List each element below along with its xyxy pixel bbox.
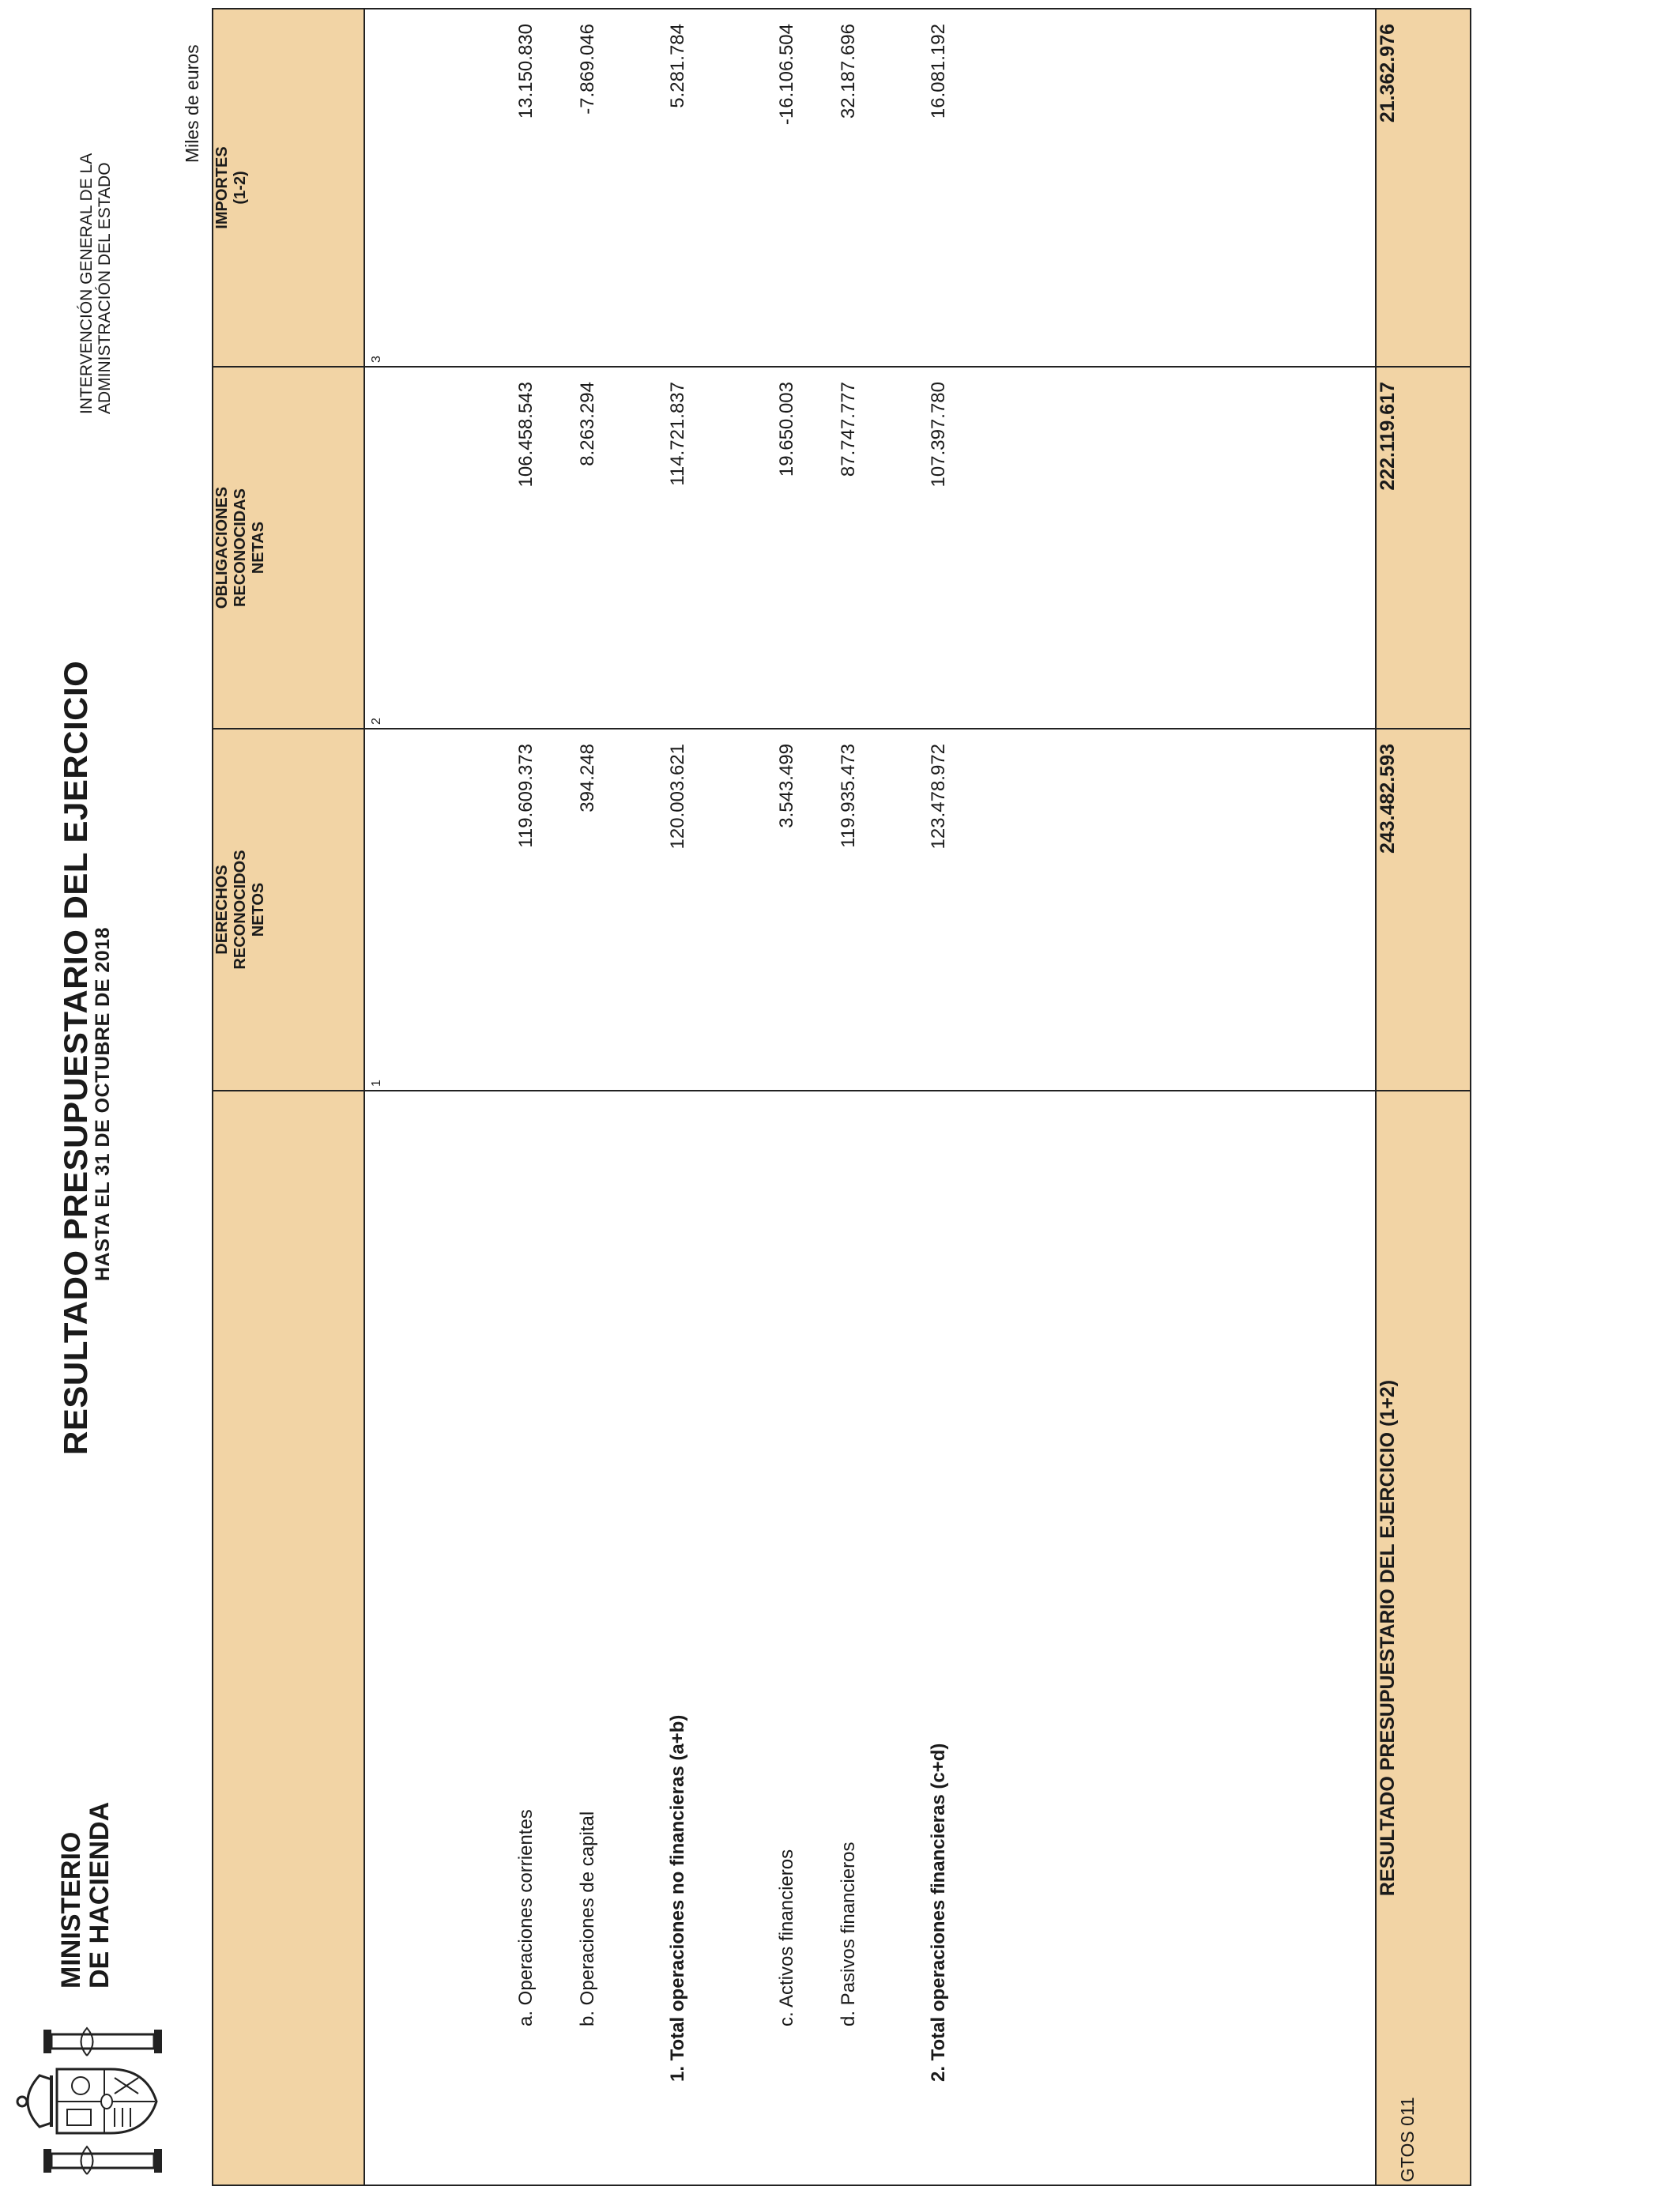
header-cell-importes — [213, 9, 364, 367]
table-cell — [838, 729, 861, 1090]
header-cell-concept — [213, 1091, 364, 2185]
row-label: d. Pasivos financieros — [838, 1842, 859, 2026]
table-total-row — [1376, 9, 1471, 2185]
table-cell — [928, 729, 951, 1090]
header-line: NETOS — [250, 882, 267, 937]
table-body-row — [364, 9, 1376, 2185]
table-row — [667, 1091, 691, 2185]
column-number: 2 — [370, 718, 383, 725]
table-cell — [667, 729, 691, 1090]
cell-value: 19.650.003 — [776, 382, 797, 477]
organization-line-2: ADMINISTRACIÓN DEL ESTADO — [96, 162, 114, 414]
total-derechos: 243.482.593 — [1376, 729, 1471, 1091]
cell-value: 87.747.777 — [838, 382, 859, 477]
ministry-line-1: MINISTERIO — [56, 1831, 86, 1989]
page-subtitle: HASTA EL 31 DE OCTUBRE DE 2018 — [92, 927, 114, 1281]
table-cell — [838, 9, 861, 366]
table-cell — [776, 368, 800, 728]
importes-column — [364, 9, 1376, 367]
row-label: a. Operaciones corrientes — [515, 1809, 537, 2026]
cell-value: 3.543.499 — [776, 744, 797, 828]
header-cell-obligaciones — [213, 367, 364, 729]
header-line: NETAS — [250, 521, 267, 575]
table-cell — [577, 368, 601, 728]
header-line: RECONOCIDAS — [232, 488, 249, 608]
total-obligaciones: 222.119.617 — [1376, 367, 1471, 729]
total-label: RESULTADO PRESUPUESTARIO DEL EJERCICIO (1+2) — [1376, 1091, 1471, 2185]
cell-value: 106.458.543 — [515, 382, 537, 488]
form-code: GTOS 011 — [1397, 2097, 1418, 2182]
table-cell — [776, 9, 800, 366]
ministry-name — [57, 1802, 114, 1989]
header-line: RECONOCIDOS — [232, 850, 249, 970]
table-row — [577, 1091, 601, 2185]
cell-value: 120.003.621 — [667, 744, 688, 850]
table-row — [515, 1091, 539, 2185]
table-cell — [515, 368, 539, 728]
table-cell — [577, 9, 601, 366]
column-number: 1 — [370, 1080, 383, 1087]
total-importes: 21.362.976 — [1376, 9, 1471, 367]
derechos-column — [364, 729, 1376, 1091]
table-row — [928, 1091, 951, 2185]
table-cell — [577, 729, 601, 1090]
column-number: 3 — [370, 356, 383, 363]
row-label: b. Operaciones de capital — [577, 1811, 598, 2026]
cell-value: 114.721.837 — [667, 382, 688, 486]
cell-value: -7.869.046 — [577, 24, 598, 115]
cell-value: 119.935.473 — [838, 744, 859, 848]
page-title: RESULTADO PRESUPUESTARIO DEL EJERCICIO — [57, 660, 94, 1455]
table-cell — [515, 729, 539, 1090]
cell-value: 107.397.780 — [928, 382, 949, 488]
cell-value: 5.281.784 — [667, 24, 688, 108]
unit-label: Miles de euros — [182, 44, 202, 163]
table-cell — [838, 368, 861, 728]
table-header-row — [213, 9, 364, 2185]
organization-line-1: INTERVENCIÓN GENERAL DE LA — [77, 153, 96, 414]
header-cell-derechos — [213, 729, 364, 1091]
header-line: IMPORTES — [213, 146, 231, 229]
coat-of-arms-icon — [8, 2020, 166, 2182]
obligaciones-column — [364, 367, 1376, 729]
cell-value: 13.150.830 — [515, 24, 537, 119]
row-label: 2. Total operaciones financieras (c+d) — [928, 1743, 949, 2082]
table-row — [776, 1091, 800, 2185]
table-cell — [928, 9, 951, 366]
header-line: (1-2) — [232, 171, 249, 205]
table-cell — [776, 729, 800, 1090]
header-line: DERECHOS — [213, 865, 231, 955]
table-cell — [667, 368, 691, 728]
table-cell — [515, 9, 539, 366]
header-line: OBLIGACIONES — [213, 486, 231, 609]
organization-name — [77, 153, 114, 414]
cell-value: 394.248 — [577, 744, 598, 812]
table-row — [838, 1091, 861, 2185]
table-cell — [928, 368, 951, 728]
table-cell — [667, 9, 691, 366]
ministry-line-2: DE HACIENDA — [85, 1801, 115, 1989]
cell-value: 119.609.373 — [515, 744, 537, 848]
cell-value: 8.263.294 — [577, 382, 598, 466]
cell-value: 16.081.192 — [928, 24, 949, 119]
row-label: 1. Total operaciones no financieras (a+b) — [667, 1714, 688, 2082]
budget-result-table — [212, 8, 1471, 2186]
cell-value: 32.187.696 — [838, 24, 859, 119]
row-label: c. Activos financieros — [776, 1849, 797, 2026]
cell-value: 123.478.972 — [928, 744, 949, 850]
cell-value: -16.106.504 — [776, 24, 797, 126]
concept-column — [364, 1091, 1376, 2185]
